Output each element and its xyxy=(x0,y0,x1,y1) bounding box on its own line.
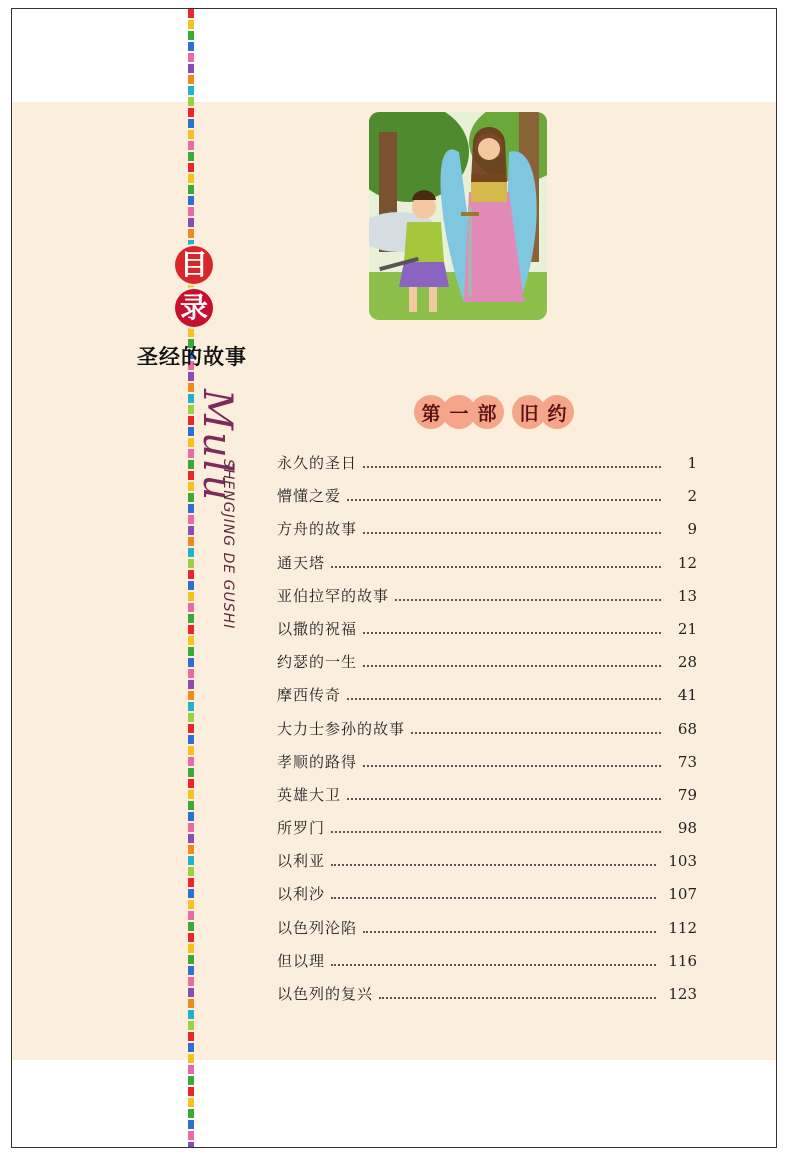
toc-leader-dots xyxy=(379,997,656,999)
toc-entry-page: 112 xyxy=(668,918,697,937)
mulu-char-2: 录 xyxy=(179,291,208,324)
stripe-segment xyxy=(188,768,194,777)
stripe-segment xyxy=(188,988,194,997)
stripe-segment xyxy=(188,53,194,62)
toc-entry[interactable] xyxy=(277,718,697,751)
stripe-segment xyxy=(188,625,194,634)
stripe-segment xyxy=(188,31,194,40)
toc-entry-title: 大力士参孙的故事 xyxy=(277,719,406,738)
toc-entry-page: 21 xyxy=(677,619,697,638)
toc-leader-dots xyxy=(347,798,661,800)
stripe-segment xyxy=(188,856,194,865)
book-title: 圣经的故事 xyxy=(137,344,247,369)
stripe-segment xyxy=(188,889,194,898)
stripe-segment xyxy=(188,537,194,546)
stripe-segment xyxy=(188,548,194,557)
stripe-segment xyxy=(188,812,194,821)
toc-entry-title: 但以理 xyxy=(277,951,326,970)
stripe-segment xyxy=(188,1065,194,1074)
stripe-segment xyxy=(188,97,194,106)
stripe-segment xyxy=(188,922,194,931)
angel-and-warrior-illustration xyxy=(369,112,547,320)
stripe-segment xyxy=(188,1054,194,1063)
stripe-segment xyxy=(188,229,194,238)
toc-entry-title: 约瑟的一生 xyxy=(277,653,358,672)
toc-leader-dots xyxy=(331,964,656,966)
stripe-segment xyxy=(188,42,194,51)
stripe-segment xyxy=(188,141,194,150)
stripe-segment xyxy=(188,185,194,194)
toc-entry-page: 13 xyxy=(677,586,697,605)
toc-entry-page: 98 xyxy=(677,819,697,838)
stripe-segment xyxy=(188,867,194,876)
stripe-segment xyxy=(188,64,194,73)
toc-leader-dots xyxy=(347,499,661,501)
toc-leader-dots xyxy=(331,566,661,568)
stripe-segment xyxy=(188,1043,194,1052)
toc-entry-title: 摩西传奇 xyxy=(277,686,342,705)
toc-leader-dots xyxy=(363,665,661,667)
stripe-segment xyxy=(188,647,194,656)
toc-entry-title: 以色列的复兴 xyxy=(277,985,374,1003)
stripe-segment xyxy=(188,845,194,854)
toc-entry[interactable] xyxy=(277,751,697,784)
stripe-segment xyxy=(188,559,194,568)
story-illustration xyxy=(369,112,547,320)
stripe-segment xyxy=(188,966,194,975)
toc-entry-page: 73 xyxy=(677,752,697,771)
toc-entry-title: 通天塔 xyxy=(277,553,326,572)
stripe-segment xyxy=(188,581,194,590)
stripe-segment xyxy=(188,834,194,843)
toc-entry-page: 1 xyxy=(687,454,697,472)
part-title-gap xyxy=(498,395,512,429)
stripe-segment xyxy=(188,999,194,1008)
toc-entry[interactable] xyxy=(277,585,697,618)
stripe-segment xyxy=(188,823,194,832)
stripe-segment xyxy=(188,504,194,513)
stripe-segment xyxy=(188,108,194,117)
stripe-segment xyxy=(188,1076,194,1085)
toc-entry-page: 2 xyxy=(687,487,697,506)
stripe-segment xyxy=(188,1131,194,1140)
stripe-segment xyxy=(188,779,194,788)
stripe-segment xyxy=(188,977,194,986)
stripe-segment xyxy=(188,207,194,216)
stripe-segment xyxy=(188,658,194,667)
stripe-segment xyxy=(188,526,194,535)
toc-leader-dots xyxy=(363,632,661,634)
stripe-segment xyxy=(188,636,194,645)
stripe-segment xyxy=(188,911,194,920)
toc-entry[interactable] xyxy=(277,784,697,817)
stripe-segment xyxy=(188,1109,194,1118)
stripe-segment xyxy=(188,1032,194,1041)
part-title-char: 部 xyxy=(470,395,504,429)
toc-entry-page: 107 xyxy=(668,885,697,904)
stripe-segment xyxy=(188,900,194,909)
stripe-segment xyxy=(188,724,194,733)
toc-leader-dots xyxy=(411,732,661,734)
toc-entry-page: 12 xyxy=(677,553,697,572)
toc-leader-dots xyxy=(331,831,661,833)
stripe-segment xyxy=(188,9,194,18)
toc-entry[interactable] xyxy=(277,518,697,551)
stripe-segment xyxy=(188,702,194,711)
stripe-segment xyxy=(188,196,194,205)
toc-entry-title: 方舟的故事 xyxy=(277,520,358,539)
stripe-segment xyxy=(188,1010,194,1019)
toc-entry-title: 永久的圣日 xyxy=(277,454,358,472)
stripe-segment xyxy=(188,614,194,623)
stripe-segment xyxy=(188,669,194,678)
stripe-segment xyxy=(188,20,194,29)
stripe-segment xyxy=(188,163,194,172)
toc-leader-dots xyxy=(363,765,661,767)
stripe-segment xyxy=(188,691,194,700)
stripe-segment xyxy=(188,713,194,722)
toc-entry[interactable] xyxy=(277,485,697,518)
toc-entry-page: 79 xyxy=(677,785,697,804)
toc-entry-page: 68 xyxy=(677,719,697,738)
toc-entry[interactable] xyxy=(277,850,697,883)
stripe-segment xyxy=(188,592,194,601)
toc-entry[interactable] xyxy=(277,452,697,485)
toc-entry-title: 孝顺的路得 xyxy=(277,752,358,771)
stripe-segment xyxy=(188,1120,194,1129)
stripe-segment xyxy=(188,1087,194,1096)
toc-entry-page: 123 xyxy=(668,985,697,1003)
stripe-segment xyxy=(188,680,194,689)
toc-entry-page: 103 xyxy=(668,852,697,871)
mulu-latin-title: Mulu xyxy=(194,389,240,503)
stripe-segment xyxy=(188,790,194,799)
stripe-segment xyxy=(188,130,194,139)
stripe-segment xyxy=(188,570,194,579)
stripe-segment xyxy=(188,174,194,183)
part-title-char: 第 xyxy=(414,395,448,429)
page xyxy=(11,8,777,1148)
toc-entry[interactable] xyxy=(277,817,697,850)
part-title-char: 旧 xyxy=(512,395,546,429)
toc-leader-dots xyxy=(363,466,661,468)
pinyin-subtitle: SHENGJING DE GUSHI xyxy=(220,459,236,630)
part-title-char: 一 xyxy=(442,395,476,429)
toc-entry[interactable] xyxy=(277,552,697,585)
toc-entry[interactable] xyxy=(277,618,697,651)
toc-entry-title: 亚伯拉罕的故事 xyxy=(277,586,390,605)
toc-entry-title: 所罗门 xyxy=(277,819,326,838)
stripe-segment xyxy=(188,1021,194,1030)
stripe-segment xyxy=(188,878,194,887)
stripe-segment xyxy=(188,119,194,128)
stripe-segment xyxy=(188,152,194,161)
mulu-badge-1 xyxy=(175,246,213,284)
toc-leader-dots xyxy=(363,532,661,534)
toc-leader-dots xyxy=(395,599,661,601)
stripe-segment xyxy=(188,86,194,95)
toc-entry[interactable] xyxy=(277,950,697,983)
toc-entry[interactable] xyxy=(277,983,697,1016)
stripe-segment xyxy=(188,372,194,381)
stripe-segment xyxy=(188,218,194,227)
stripe-segment xyxy=(188,515,194,524)
toc-entry-page: 28 xyxy=(677,653,697,672)
stripe-segment xyxy=(188,801,194,810)
stripe-segment xyxy=(188,75,194,84)
stripe-segment xyxy=(188,746,194,755)
toc-entry-title: 以撒的祝福 xyxy=(277,619,358,638)
stripe-segment xyxy=(188,757,194,766)
toc-entry[interactable] xyxy=(277,917,697,950)
stripe-segment xyxy=(188,328,194,337)
toc-entry-page: 9 xyxy=(687,520,697,539)
toc-entry[interactable] xyxy=(277,883,697,916)
table-of-contents xyxy=(277,452,697,1016)
toc-leader-dots xyxy=(331,864,656,866)
stripe-segment xyxy=(188,1098,194,1107)
toc-entry-title: 懵懂之爱 xyxy=(277,487,342,506)
part-title-char: 约 xyxy=(540,395,574,429)
part-title xyxy=(414,394,568,430)
stripe-segment xyxy=(188,1142,194,1148)
toc-entry-page: 116 xyxy=(668,951,697,970)
toc-entry-page: 41 xyxy=(677,686,697,705)
toc-entry[interactable] xyxy=(277,684,697,717)
toc-entry[interactable] xyxy=(277,651,697,684)
toc-leader-dots xyxy=(331,897,656,899)
stripe-segment xyxy=(188,955,194,964)
color-stripe xyxy=(188,9,194,1148)
toc-entry-title: 英雄大卫 xyxy=(277,785,342,804)
mulu-char-1: 目 xyxy=(179,248,208,281)
toc-entry-title: 以利沙 xyxy=(277,885,326,904)
mulu-badge-2 xyxy=(175,289,213,327)
stripe-segment xyxy=(188,944,194,953)
toc-leader-dots xyxy=(363,931,656,933)
toc-entry-title: 以利亚 xyxy=(277,852,326,871)
stripe-segment xyxy=(188,603,194,612)
toc-leader-dots xyxy=(347,698,661,700)
stripe-segment xyxy=(188,933,194,942)
toc-entry-title: 以色列沦陷 xyxy=(277,918,358,937)
stripe-segment xyxy=(188,735,194,744)
